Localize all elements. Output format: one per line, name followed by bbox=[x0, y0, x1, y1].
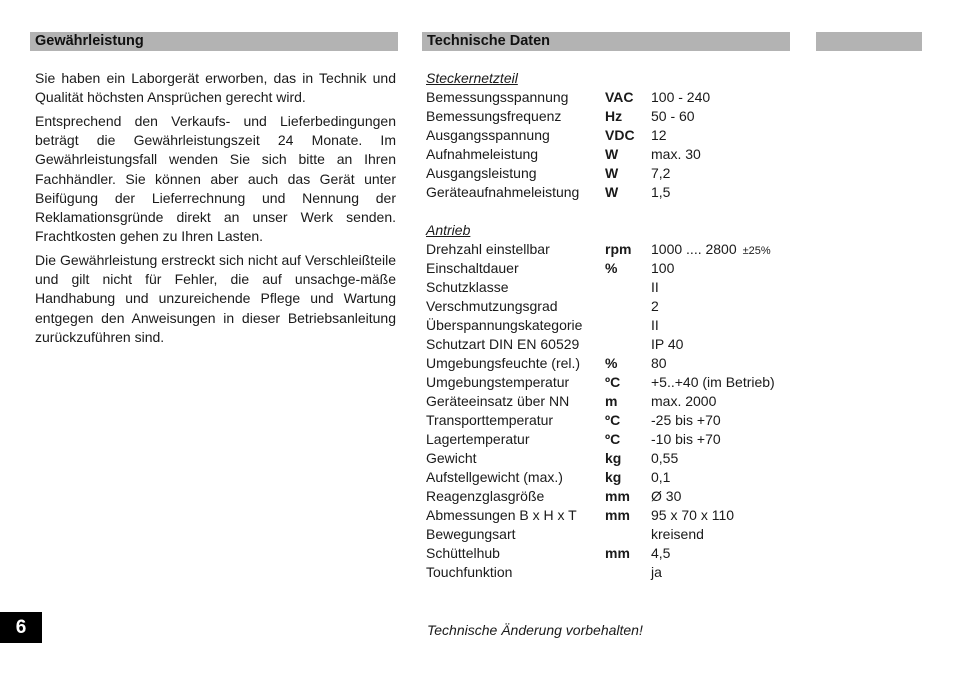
spec-row bbox=[426, 411, 806, 430]
spec-row bbox=[426, 354, 806, 373]
spec-label: Transporttemperatur bbox=[426, 412, 554, 428]
spec-value: IP 40 bbox=[651, 336, 684, 352]
spec-label: Ausgangsleistung bbox=[426, 165, 537, 181]
spec-unit: % bbox=[605, 355, 618, 371]
spec-row bbox=[426, 544, 806, 563]
warranty-paragraph: Entsprechend den Verkaufs- und Lieferbedingungen beträgt die Gewährleistungszeit 24 Monate. Im Gewährleistungsfall wenden Sie sich bitte an Ihren Fachhändler. Sie können aber auch das Gerät unter Beifügung der Lieferrechnung und Nennung der Reklamationsgründe direkt an unser Werk senden. Frachtkosten gehen zu Ihren Lasten. bbox=[35, 113, 396, 245]
spec-label: Schüttelhub bbox=[426, 545, 500, 561]
spec-rows bbox=[426, 88, 806, 202]
spec-unit: W bbox=[605, 165, 619, 181]
spec-label: Bewegungsart bbox=[426, 526, 516, 542]
spec-value: 1,5 bbox=[651, 184, 671, 200]
warranty-paragraph: Sie haben ein Laborgerät erworben, das in Technik und Qualität höchsten Ansprüchen gerecht wird. bbox=[35, 70, 396, 106]
spec-value: 100 - 240 bbox=[651, 89, 711, 105]
spec-unit: Hz bbox=[605, 108, 623, 124]
warranty-paragraph: Die Gewährleistung erstreckt sich nicht auf Verschleißteile und gilt nicht für Fehler, die auf unsachge-mäße Handhabung und unzureichende Pflege und Wartung entgegen den Anweisungen in dieser Betriebsanleitung zurückzuführen sind. bbox=[35, 252, 396, 345]
spec-value: II bbox=[651, 279, 659, 295]
spec-section-title: Steckernetzteil bbox=[426, 70, 518, 86]
spec-label: Umgebungstemperatur bbox=[426, 374, 570, 390]
spec-label: Umgebungsfeuchte (rel.) bbox=[426, 355, 581, 371]
spec-value: -25 bis +70 bbox=[651, 412, 721, 428]
spec-value: +5..+40 (im Betrieb) bbox=[651, 374, 775, 390]
spec-label: Gewicht bbox=[426, 450, 477, 466]
spec-rows bbox=[426, 240, 806, 582]
spec-value: max. 2000 bbox=[651, 393, 717, 409]
spec-row bbox=[426, 259, 806, 278]
spec-value: 12 bbox=[651, 127, 667, 143]
spec-label: Schutzart DIN EN 60529 bbox=[426, 336, 580, 352]
spec-value: 7,2 bbox=[651, 165, 671, 181]
spec-value: ja bbox=[651, 564, 662, 580]
spec-value: 0,55 bbox=[651, 450, 679, 466]
spec-row bbox=[426, 126, 806, 145]
spec-value: 2 bbox=[651, 298, 659, 314]
spec-unit: mm bbox=[605, 507, 630, 523]
spec-unit: mm bbox=[605, 488, 630, 504]
spec-row bbox=[426, 297, 806, 316]
spec-value: 4,5 bbox=[651, 545, 671, 561]
spec-unit: mm bbox=[605, 545, 630, 561]
spec-row bbox=[426, 506, 806, 525]
spec-label: Abmessungen B x H x T bbox=[426, 507, 577, 523]
spec-label: Aufnahmeleistung bbox=[426, 146, 539, 162]
spec-value: -10 bis +70 bbox=[651, 431, 721, 447]
spec-unit: kg bbox=[605, 469, 622, 485]
spec-row bbox=[426, 316, 806, 335]
spec-row bbox=[426, 449, 806, 468]
spec-unit: W bbox=[605, 146, 619, 162]
spec-unit: VDC bbox=[605, 127, 635, 143]
spec-row bbox=[426, 525, 806, 544]
spec-row bbox=[426, 164, 806, 183]
spec-value bbox=[651, 240, 771, 261]
spec-unit: VAC bbox=[605, 89, 634, 105]
spec-row bbox=[426, 240, 806, 259]
spec-label: Aufstellgewicht (max.) bbox=[426, 469, 563, 485]
spec-row bbox=[426, 430, 806, 449]
spec-tolerance: ±25% bbox=[742, 245, 771, 257]
spec-label: Bemessungsfrequenz bbox=[426, 108, 562, 124]
spec-unit: % bbox=[605, 260, 618, 276]
footer-note: Technische Änderung vorbehalten! bbox=[427, 622, 643, 638]
spec-row bbox=[426, 392, 806, 411]
spec-value: 100 bbox=[651, 260, 675, 276]
spec-label: Überspannungskategorie bbox=[426, 317, 583, 333]
spec-value: II bbox=[651, 317, 659, 333]
spec-unit: m bbox=[605, 393, 618, 409]
spec-section-drive bbox=[426, 221, 806, 582]
spec-row bbox=[426, 373, 806, 392]
spec-label: Reagenzglasgröße bbox=[426, 488, 545, 504]
spec-value: 80 bbox=[651, 355, 667, 371]
spec-unit: ºC bbox=[605, 374, 621, 390]
spec-row bbox=[426, 183, 806, 202]
spec-value: kreisend bbox=[651, 526, 704, 542]
page-number: 6 bbox=[0, 612, 42, 643]
spec-row bbox=[426, 145, 806, 164]
spec-label: Einschaltdauer bbox=[426, 260, 519, 276]
spec-value: max. 30 bbox=[651, 146, 701, 162]
spec-label: Geräteeinsatz über NN bbox=[426, 393, 570, 409]
spec-section-title: Antrieb bbox=[426, 222, 471, 238]
warranty-text bbox=[35, 69, 396, 352]
spec-row bbox=[426, 563, 806, 582]
spec-unit: W bbox=[605, 184, 619, 200]
spec-section-power-supply bbox=[426, 69, 806, 202]
spec-label: Verschmutzungsgrad bbox=[426, 298, 558, 314]
spec-unit: ºC bbox=[605, 412, 621, 428]
spec-label: Touchfunktion bbox=[426, 564, 513, 580]
spec-value: 50 - 60 bbox=[651, 108, 695, 124]
spec-label: Schutzklasse bbox=[426, 279, 509, 295]
spec-row bbox=[426, 487, 806, 506]
spec-unit: rpm bbox=[605, 241, 632, 257]
spec-label: Lagertemperatur bbox=[426, 431, 530, 447]
section-header-warranty: Gewährleistung bbox=[30, 32, 398, 51]
section-header-right bbox=[816, 32, 922, 51]
spec-label: Geräteaufnahmeleistung bbox=[426, 184, 580, 200]
spec-label: Ausgangsspannung bbox=[426, 127, 550, 143]
spec-label: Bemessungsspannung bbox=[426, 89, 569, 105]
spec-row bbox=[426, 335, 806, 354]
section-header-tech-data: Technische Daten bbox=[422, 32, 790, 51]
spec-value: 95 x 70 x 110 bbox=[651, 507, 735, 523]
spec-value: Ø 30 bbox=[651, 488, 682, 504]
spec-value-text: 1000 .... 2800 bbox=[651, 241, 737, 257]
spec-unit: kg bbox=[605, 450, 622, 466]
spec-row bbox=[426, 107, 806, 126]
spec-value: 0,1 bbox=[651, 469, 671, 485]
spec-label: Drehzahl einstellbar bbox=[426, 241, 550, 257]
spec-unit: ºC bbox=[605, 431, 621, 447]
spec-row bbox=[426, 278, 806, 297]
spec-row bbox=[426, 468, 806, 487]
spec-row bbox=[426, 88, 806, 107]
